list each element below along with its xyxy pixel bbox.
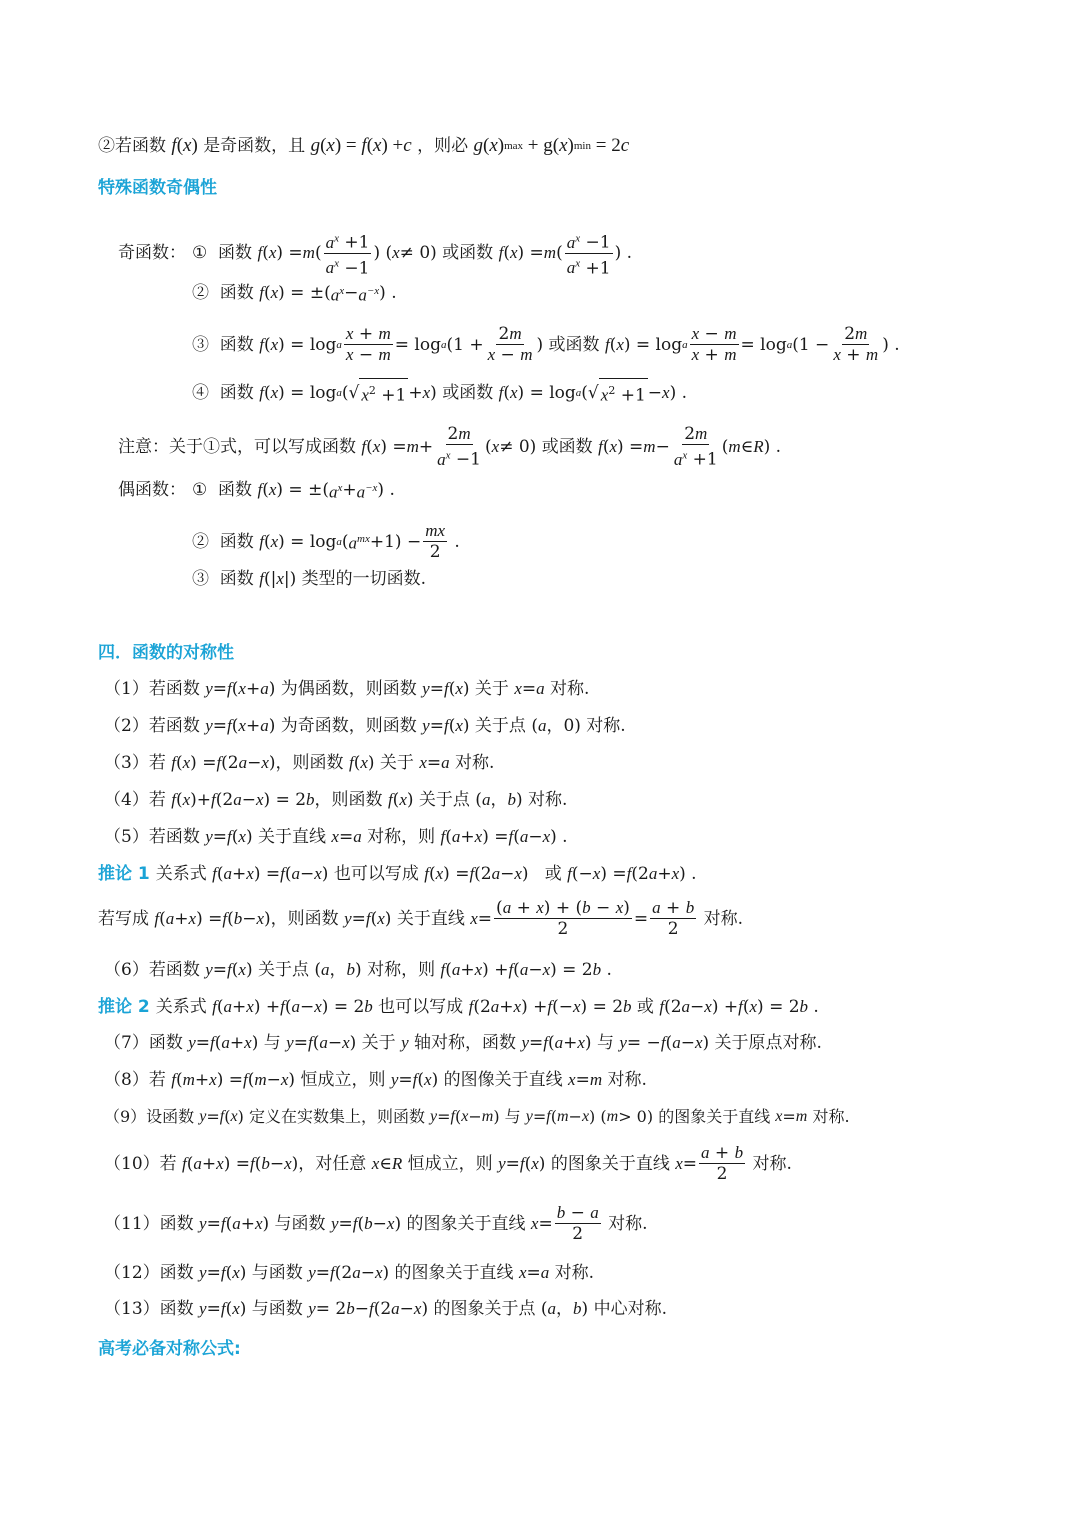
symmetry-item-7: （7）函数 y = f ( a + x ) 与 y = f ( a − x ) 关于 y 轴对称，函数 y = f ( a + x ) 与 y = − f ( a − x ) 关于原点对称. [104, 1033, 822, 1053]
corollary-1: 推论 1 关系式 f ( a + x ) = f ( a − x ) 也可以写成 f ( x ) = f (2 a − x ) 或 f (− x ) = f (2 a + x ) . [98, 864, 697, 884]
symmetry-item-6: （6）若函数 y = f ( x ) 关于点 ( a ， b ) 对称，则 f ( a + x ) + f ( a − x ) = 2 b . [104, 960, 612, 980]
even-item-2: ② 函数 f ( x ) = log a ( $a^{mx}$ +1) − $\frac{mx}{2}$ . [192, 521, 460, 562]
special-parity-heading: 特殊函数奇偶性 [98, 178, 217, 198]
odd-item-3: ③ 函数 f ( x ) = log a $\frac{x + m}{x - m}$ = log a (1 + $\frac{2m}{x - m}$ ) 或函数 f ( x ) = log a $\frac{x - m}{x + m}$ = log a (1 − $\frac{2m}{x + m}$ ) . [192, 324, 900, 365]
even-item-1: 偶函数： ① 函数 f ( x ) = ±( $a^x$ + $a^{-x}$ ) . [118, 480, 395, 502]
odd-function-note: ②若函数 f ( x ) 是奇函数，且 g ( x ) = f ( x ) + c ，则必 g ( x ) max + g( x ) min = 2 c [98, 135, 630, 156]
symmetry-item-3: （3）若 f ( x ) = f (2 a − x )，则函数 f ( x ) 关于 x = a 对称. [104, 753, 495, 773]
symmetry-item-12: （12）函数 y = f ( x ) 与函数 y = f (2 a − x ) 的图象关于直线 x = a 对称. [104, 1263, 595, 1283]
odd-item-4: ④ 函数 f ( x ) = log a (√ $x^2 +1$ + x ) 或函数 f ( x ) = log a (√ $x^2 +1$ − x ) . [192, 378, 687, 408]
footer-heading: 高考必备对称公式: [98, 1339, 241, 1359]
odd-item-2: ② 函数 f ( x ) = ±( $a^x$ − $a^{-x}$ ) . [192, 283, 397, 305]
symmetry-item-10: （10）若 f ( a + x ) = f ( b − x )，对任意 x ∈ R 恒成立，则 y = f ( x ) 的图象关于直线 x = $\frac{a + b}{2}$ 对称. [104, 1143, 792, 1184]
symmetry-heading: 四．函数的对称性 [98, 643, 234, 663]
symmetry-item-9: （9）设函数 y = f ( x ) 定义在实数集上，则函数 y = f ( x − m ) 与 y = f ( m − x ) ( m > 0) 的图象关于直线 x = m 对称. [104, 1107, 850, 1126]
symmetry-item-2: （2）若函数 y = f ( x + a ) 为奇函数，则函数 y = f ( x ) 关于点 ( a ，0) 对称. [104, 716, 626, 736]
corollary-1-extension: 若写成 f ( a + x ) = f ( b − x )，则函数 y = f ( x ) 关于直线 x = $\frac{(a + x) + (b - x)}{2}$ = $\frac{a + b}{2}$ 对称. [98, 898, 743, 939]
symmetry-item-8: （8）若 f ( m + x ) = f ( m − x ) 恒成立，则 y = f ( x ) 的图像关于直线 x = m 对称. [104, 1070, 647, 1090]
symmetry-item-13: （13）函数 y = f ( x ) 与函数 y = 2 b − f (2 a − x ) 的图象关于点 ( a ， b ) 中心对称. [104, 1299, 667, 1319]
symmetry-item-1: （1）若函数 y = f ( x + a ) 为偶函数，则函数 y = f ( x ) 关于 x = a 对称. [104, 679, 590, 699]
parity-note: 注意： 关于①式，可以写成函数 f ( x ) = m + $\frac{2m}{a^x -1}$ ( x ≠ 0) 或函数 f ( x ) = m − $\frac{2m}{a^x +1}$ ( m ∈ R ) . [118, 424, 782, 470]
even-item-3: ③ 函数 f (| x |) 类型的一切函数. [192, 569, 427, 589]
corollary-2: 推论 2 关系式 f ( a + x ) + f ( a − x ) = 2 b 也可以写成 f (2 a + x ) + f (− x ) = 2 b 或 f (2 a − x ) + f ( x ) = 2 b . [98, 997, 819, 1017]
symmetry-item-5: （5）若函数 y = f ( x ) 关于直线 x = a 对称，则 f ( a + x ) = f ( a − x ) . [104, 827, 568, 847]
odd-item-1: 奇函数： ① 函数 f ( x ) = m ( $\frac{a^x +1}{a^x -1}$ ) ( x ≠ 0) 或函数 f ( x ) = m ( $\frac{a^x -1}{a^x +1}$ ) . [118, 228, 632, 278]
symmetry-item-4: （4）若 f ( x )+ f (2 a − x ) = 2 b ，则函数 f ( x ) 关于点 ( a ， b ) 对称. [104, 790, 568, 810]
symmetry-item-11: （11）函数 y = f ( a + x ) 与函数 y = f ( b − x ) 的图象关于直线 x = $\frac{b - a}{2}$ 对称. [104, 1203, 648, 1244]
